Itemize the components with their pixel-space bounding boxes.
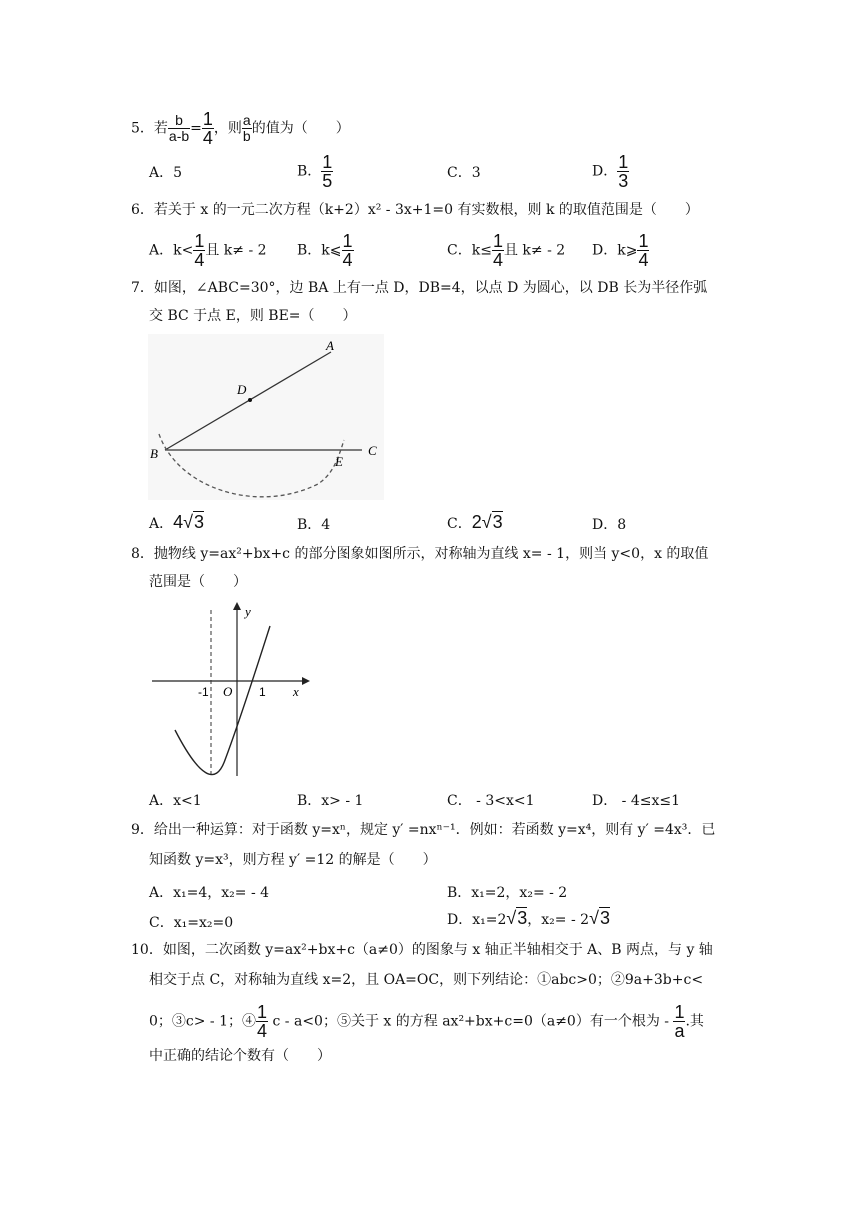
q6-option-d: D．k⩾ $\frac{1}{4}$ <box>592 231 649 270</box>
q8-stem-line1: 8．抛物线 y=ax²+bx+c 的部分图象如图所示，对称轴为直线 x= - 1，则当 y<0，x 的取值 <box>131 546 709 562</box>
q7-figure-background <box>148 334 384 500</box>
label-d: D <box>237 382 247 397</box>
q8-option-c: C． - 3<x<1 <box>447 793 535 809</box>
q10-stem-line2: 相交于点 C，对称轴为直线 x=2，且 OA=OC，则下列结论：①abc>0；②9a+3b+c< <box>149 972 704 988</box>
label-c: C <box>368 443 377 458</box>
x-axis-arrow-icon <box>302 677 310 685</box>
label-a: A <box>326 338 334 353</box>
q5-option-b: B． $\frac{1}{5}$ <box>297 152 333 191</box>
q9-option-d: D．x₁=2√3，x₂= - 2√3 <box>447 908 610 928</box>
q6-stem: 6．若关于 x 的一元二次方程（k+2）x² - 3x+1=0 有实数根，则 k 的取值范围是（ ） <box>131 202 699 218</box>
q8-parabola-figure <box>150 600 310 778</box>
q5-frac-a-over-b: $\frac{a}{b}$ <box>242 112 251 144</box>
q7-geometry-figure <box>148 334 384 500</box>
q7-option-b: B．4 <box>297 517 331 533</box>
q9-option-a: A．x₁=4，x₂= - 4 <box>149 885 270 901</box>
q9-stem-line1: 9．给出一种运算：对于函数 y=xⁿ，规定 y′ =nxⁿ⁻¹．例如：若函数 y=x⁴，则有 y′ =4x³．已 <box>131 822 716 838</box>
q10-stem-line1: 10．如图，二次函数 y=ax²+bx+c（a≠0）的图象与 x 轴正半轴相交于 A、B 两点，与 y 轴 <box>131 942 713 958</box>
label-e: E <box>335 454 343 469</box>
label-one: 1 <box>259 685 266 699</box>
q5-frac-b-over-a-minus-b: $\frac{b}{a-b}$ <box>168 112 190 144</box>
q9-option-b: B．x₁=2，x₂= - 2 <box>447 885 568 901</box>
q5-stem: 5．若 $\frac{b}{a-b}$ = $\frac{1}{4}$ ，则 $\frac{a}{b}$ 的值为（ ） <box>131 109 350 148</box>
q8-option-b: B．x> - 1 <box>297 793 364 809</box>
q9-stem-line2: 知函数 y=x³，则方程 y′ =12 的解是（ ） <box>149 852 437 868</box>
q7-option-d: D．8 <box>592 517 627 533</box>
q5-option-c: C．3 <box>447 165 481 181</box>
label-minus-one: -1 <box>198 685 209 699</box>
q5-option-a: A．5 <box>149 165 183 181</box>
parabola-curve <box>175 626 270 775</box>
q7-stem-line1: 7．如图，∠ABC=30°，边 BA 上有一点 D，DB=4，以点 D 为圆心，以 DB 长为半径作弧 <box>131 280 708 296</box>
label-b: B <box>150 446 158 461</box>
q10-stem-line4: 中正确的结论个数有（ ） <box>149 1048 331 1064</box>
q10-stem-line3: 0；③c> - 1；④ $\frac{1}{4}$ c - a<0；⑤关于 x 的方程 ax²+bx+c=0（a≠0）有一个根为 - $\frac{1}{a}$ .其 <box>149 1002 704 1041</box>
label-origin: O <box>223 684 233 699</box>
q9-option-c: C．x₁=x₂=0 <box>149 915 234 931</box>
q6-option-b: B．k⩽ $\frac{1}{4}$ <box>297 231 353 270</box>
q8-stem-line2: 范围是（ ） <box>149 574 247 590</box>
q7-stem-line2: 交 BC 于点 E，则 BE=（ ） <box>149 308 357 324</box>
q7-option-c: C．2√3 <box>447 512 503 532</box>
y-axis-arrow-icon <box>233 602 241 610</box>
q8-option-d: D． - 4≤x≤1 <box>592 793 681 809</box>
q6-option-a: A．k< $\frac{1}{4}$ 且 k≠ - 2 <box>149 231 267 270</box>
q5-option-d: D． $\frac{1}{3}$ <box>592 152 629 191</box>
q7-option-a: A．4√3 <box>149 512 205 532</box>
q8-option-a: A．x<1 <box>149 793 202 809</box>
point-d <box>248 398 252 402</box>
label-x: x <box>293 684 299 699</box>
label-y: y <box>245 604 251 619</box>
q5-frac-one-quarter: $\frac{1}{4}$ <box>202 109 213 148</box>
q6-option-c: C．k≤ $\frac{1}{4}$ 且 k≠ - 2 <box>447 231 566 270</box>
